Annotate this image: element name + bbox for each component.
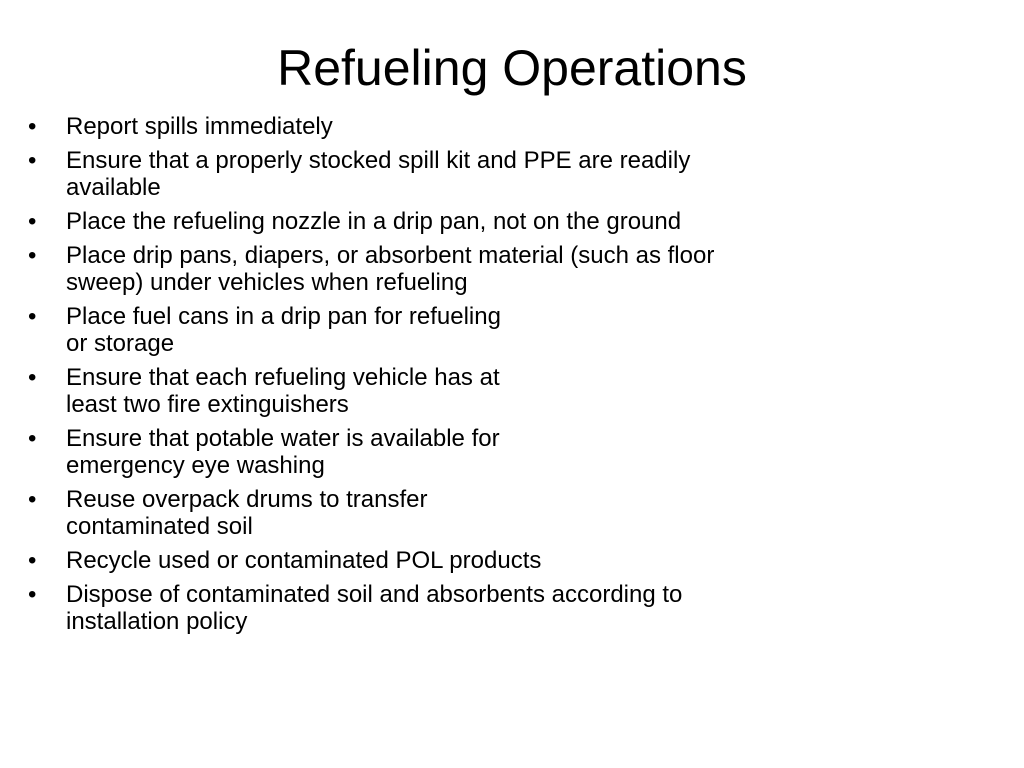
bullet-item (28, 486, 858, 540)
bullet-text: least two fire extinguishers (66, 391, 349, 418)
bullet-text: or storage (66, 330, 175, 357)
bullet-text: Ensure that each refueling vehicle has at (66, 364, 500, 391)
bullet-text: emergency eye washing (66, 452, 325, 479)
bullet-text: available (66, 174, 161, 201)
bullet-icon: • (28, 303, 37, 330)
bullet-icon: • (28, 147, 37, 174)
bullet-text: Recycle used or contaminated POL products (66, 547, 542, 574)
bullet-item (28, 364, 858, 418)
bullet-icon: • (28, 581, 37, 608)
bullet-item (28, 147, 858, 201)
bullet-text: contaminated soil (66, 513, 253, 540)
bullet-icon: • (28, 113, 37, 140)
bullet-item (28, 303, 858, 357)
bullet-text: Place fuel cans in a drip pan for refueling (66, 303, 501, 330)
bullet-text: Place the refueling nozzle in a drip pan, not on the ground (66, 208, 682, 235)
bullet-icon: • (28, 242, 37, 269)
bullet-item (28, 113, 858, 140)
bullet-text: Place drip pans, diapers, or absorbent material (such as floor (66, 242, 715, 269)
bullet-icon: • (28, 364, 37, 391)
bullet-item (28, 208, 858, 235)
bullet-text: Reuse overpack drums to transfer (66, 486, 428, 513)
bullet-text: Report spills immediately (66, 113, 333, 140)
bullet-text: sweep) under vehicles when refueling (66, 269, 468, 296)
bullet-item (28, 242, 858, 296)
bullet-icon: • (28, 547, 37, 574)
bullet-item (28, 425, 858, 479)
bullet-icon: • (28, 208, 37, 235)
bullet-text: Ensure that potable water is available for (66, 425, 500, 452)
bullet-text: installation policy (66, 608, 248, 635)
bullet-item (28, 547, 858, 574)
bullet-list (28, 113, 858, 642)
bullet-icon: • (28, 486, 37, 513)
slide-title: Refueling Operations (277, 40, 747, 96)
bullet-text: Ensure that a properly stocked spill kit and PPE are readily (66, 147, 691, 174)
bullet-icon: • (28, 425, 37, 452)
bullet-item (28, 581, 858, 635)
bullet-text: Dispose of contaminated soil and absorbents according to (66, 581, 683, 608)
